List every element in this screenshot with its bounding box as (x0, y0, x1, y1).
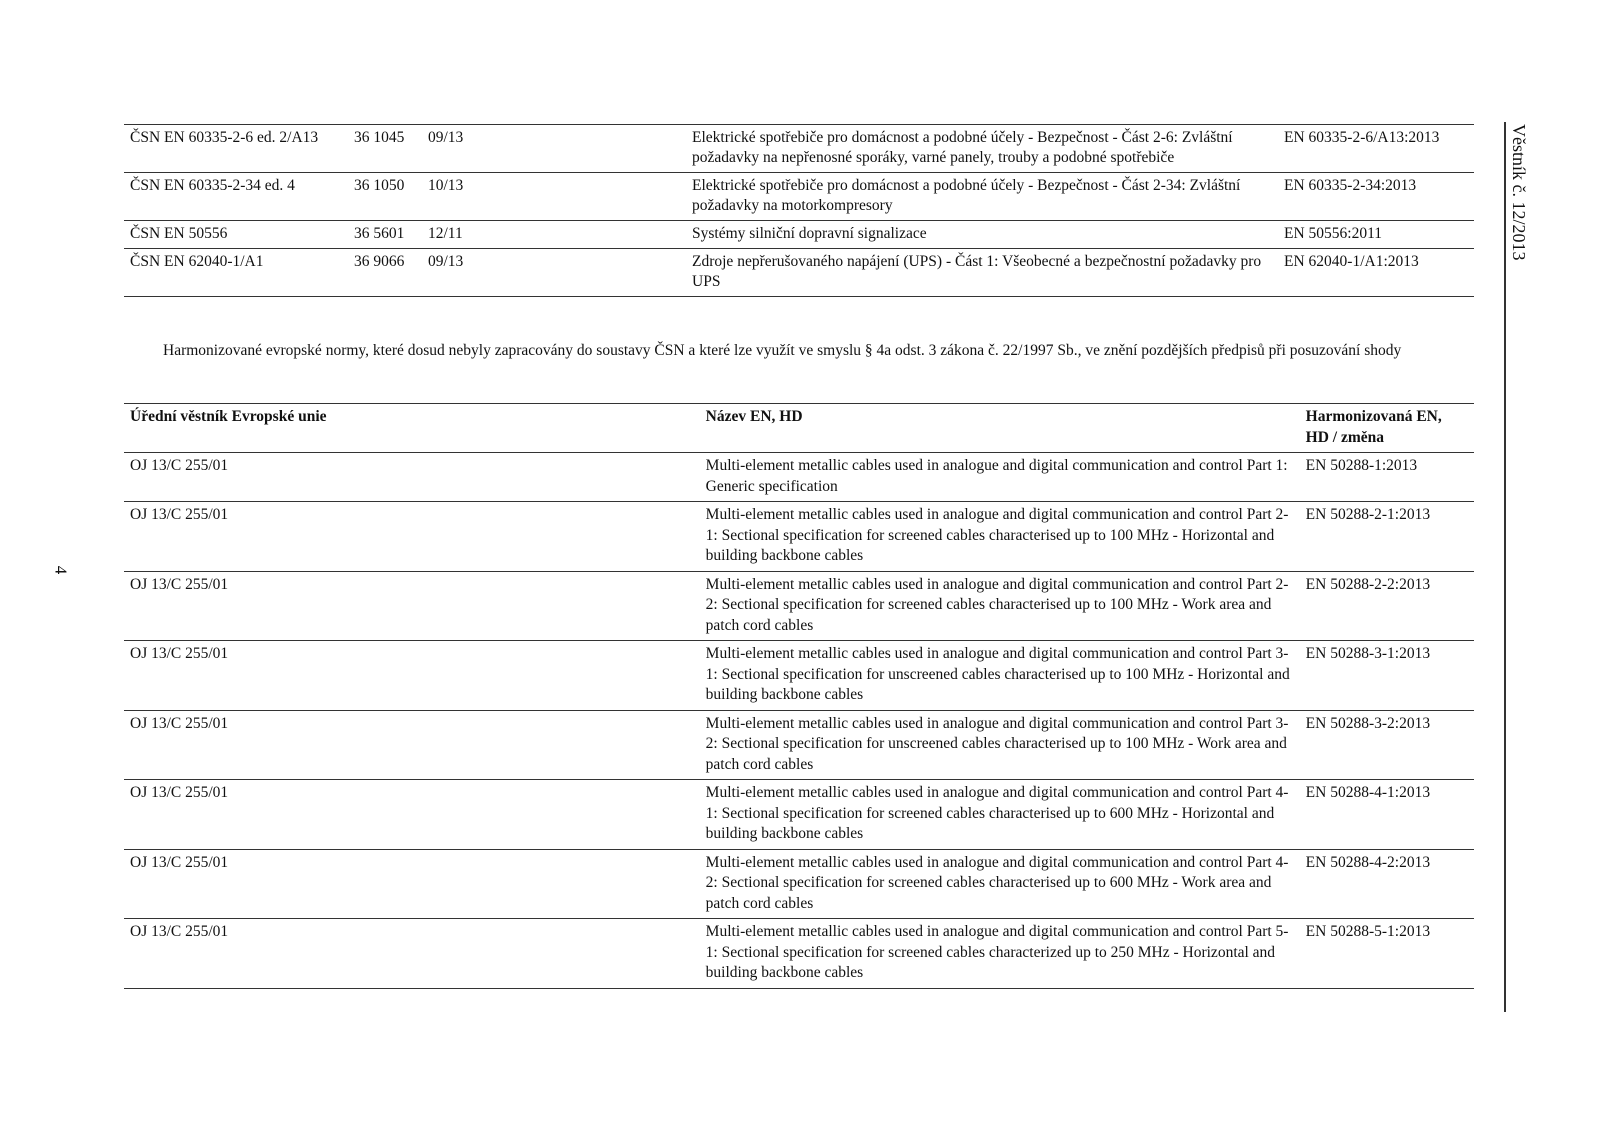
classification-code: 36 1045 (348, 125, 422, 173)
norm-title: Elektrické spotřebiče pro domácnost a podobné účely - Bezpečnost - Část 2-6: Zvláštní požadavky na nepřenosné sporáky, varné panely, trouby a podobné spotřebiče (686, 125, 1278, 173)
standard-name: Multi-element metallic cables used in analogue and digital communication and control Part 5-1: Sectional specification for screened cables characterized up to 250 MHz - Horizontal and building backbone cables (700, 919, 1300, 989)
harmonized-en: EN 50288-2-1:2013 (1300, 502, 1474, 572)
standard-name: Multi-element metallic cables used in analogue and digital communication and control Part 2-1: Sectional specification for screened cables characterised up to 100 MHz - Horizontal and building backbone cables (700, 502, 1300, 572)
table-row (124, 453, 1474, 502)
table-row (124, 249, 1474, 297)
header-harmonized: Harmonizovaná EN, HD / změna (1300, 404, 1474, 453)
journal-reference: OJ 13/C 255/01 (124, 849, 700, 919)
standard-name: Multi-element metallic cables used in analogue and digital communication and control Part 3-1: Sectional specification for unscreened cables characterised up to 100 MHz - Horizontal and building backbone cables (700, 641, 1300, 711)
harmonized-en: EN 50288-4-2:2013 (1300, 849, 1474, 919)
table-row (124, 710, 1474, 780)
table-row (124, 173, 1474, 221)
classification-code: 36 9066 (348, 249, 422, 297)
norm-title: Systémy silniční dopravní signalizace (686, 221, 1278, 249)
table-row (124, 502, 1474, 572)
harmonized-en: EN 50288-1:2013 (1300, 453, 1474, 502)
bulletin-header: Věstník č. 12/2013 (1509, 124, 1529, 261)
table-row (124, 571, 1474, 641)
header-journal: Úřední věstník Evropské unie (124, 404, 700, 453)
publication-date: 10/13 (422, 173, 686, 221)
journal-reference: OJ 13/C 255/01 (124, 502, 700, 572)
table-row (124, 125, 1474, 173)
harmonized-en: EN 50288-3-2:2013 (1300, 710, 1474, 780)
journal-reference: OJ 13/C 255/01 (124, 919, 700, 989)
publication-date: 09/13 (422, 249, 686, 297)
norm-designation: ČSN EN 62040-1/A1 (124, 249, 348, 297)
table-row (124, 641, 1474, 711)
table-row (124, 919, 1474, 989)
harmonized-en: EN 50288-4-1:2013 (1300, 780, 1474, 850)
norm-title: Zdroje nepřerušovaného napájení (UPS) - Část 1: Všeobecné a bezpečnostní požadavky pro UPS (686, 249, 1278, 297)
journal-reference: OJ 13/C 255/01 (124, 780, 700, 850)
publication-date: 12/11 (422, 221, 686, 249)
standard-name: Multi-element metallic cables used in analogue and digital communication and control Part 3-2: Sectional specification for unscreened cables characterised up to 100 MHz - Work area and patch cord cables (700, 710, 1300, 780)
harmonized-intro-paragraph: Harmonizované evropské normy, které dosud nebyly zapracovány do soustavy ČSN a které lze využít ve smyslu § 4a odst. 3 zákona č. 22/1997 Sb., ve znění pozdějších předpisů při posuzování shody (163, 342, 1402, 359)
standard-name: Multi-element metallic cables used in analogue and digital communication and control Part 2-2: Sectional specification for screened cables characterised up to 100 MHz - Work area and patch cord cables (700, 571, 1300, 641)
standard-name: Multi-element metallic cables used in analogue and digital communication and control Part 4-2: Sectional specification for screened cables characterised up to 600 MHz - Work area and patch cord cables (700, 849, 1300, 919)
en-reference: EN 60335-2-34:2013 (1278, 173, 1474, 221)
norm-designation: ČSN EN 50556 (124, 221, 348, 249)
standard-name: Multi-element metallic cables used in analogue and digital communication and control Part 4-1: Sectional specification for screened cables characterised up to 600 MHz - Horizontal and building backbone cables (700, 780, 1300, 850)
classification-code: 36 1050 (348, 173, 422, 221)
publication-date: 09/13 (422, 125, 686, 173)
harmonized-en: EN 50288-3-1:2013 (1300, 641, 1474, 711)
norm-designation: ČSN EN 60335-2-6 ed. 2/A13 (124, 125, 348, 173)
norm-title: Elektrické spotřebiče pro domácnost a podobné účely - Bezpečnost - Část 2-34: Zvláštní požadavky na motorkompresory (686, 173, 1278, 221)
header-name: Název EN, HD (700, 404, 1300, 453)
table-row (124, 849, 1474, 919)
harmonized-standards-table (124, 403, 1474, 989)
journal-reference: OJ 13/C 255/01 (124, 571, 700, 641)
journal-reference: OJ 13/C 255/01 (124, 641, 700, 711)
table-header-row (124, 404, 1474, 453)
harmonized-en: EN 50288-2-2:2013 (1300, 571, 1474, 641)
classification-code: 36 5601 (348, 221, 422, 249)
en-reference: EN 62040-1/A1:2013 (1278, 249, 1474, 297)
table-row (124, 221, 1474, 249)
side-divider-line (1504, 122, 1506, 1012)
standards-table (124, 124, 1474, 297)
en-reference: EN 50556:2011 (1278, 221, 1474, 249)
en-reference: EN 60335-2-6/A13:2013 (1278, 125, 1474, 173)
journal-reference: OJ 13/C 255/01 (124, 710, 700, 780)
standard-name: Multi-element metallic cables used in analogue and digital communication and control Part 1: Generic specification (700, 453, 1300, 502)
table-row (124, 780, 1474, 850)
norm-designation: ČSN EN 60335-2-34 ed. 4 (124, 173, 348, 221)
harmonized-en: EN 50288-5-1:2013 (1300, 919, 1474, 989)
page-number: 4 (51, 565, 71, 575)
journal-reference: OJ 13/C 255/01 (124, 453, 700, 502)
